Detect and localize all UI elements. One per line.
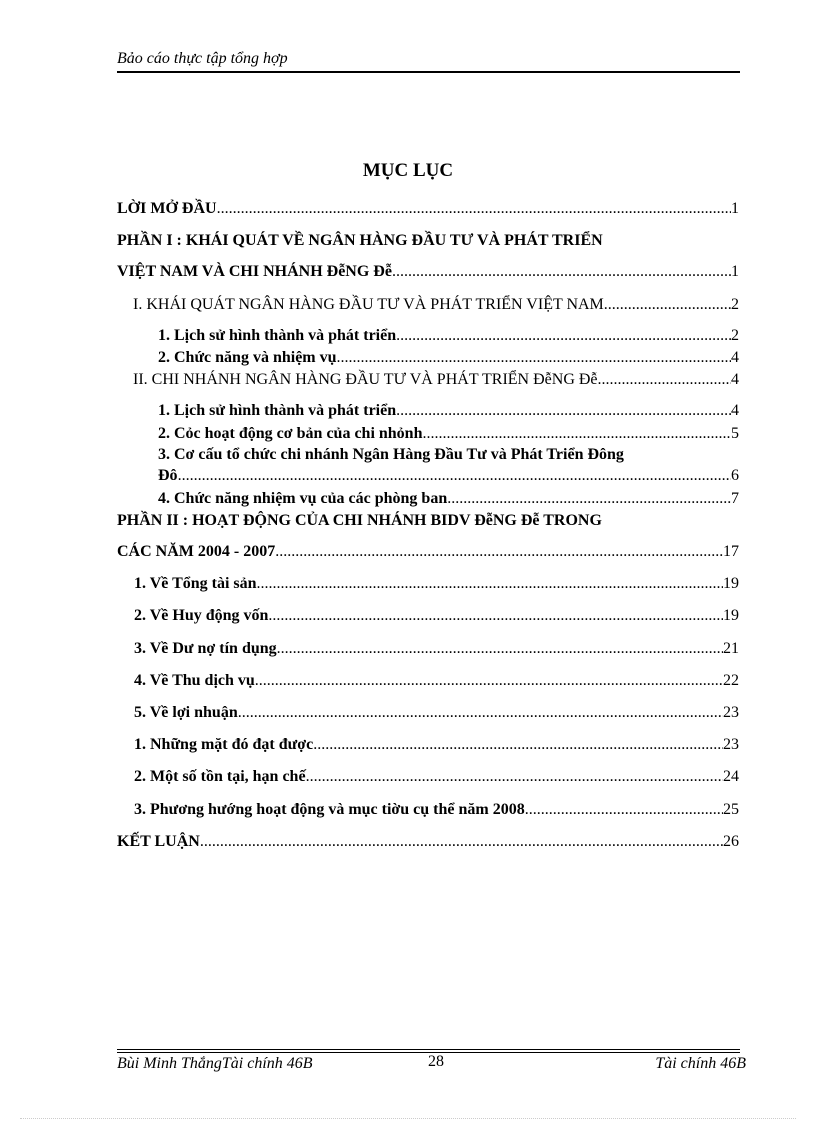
header-rule: [117, 71, 740, 73]
toc-entry[interactable]: [133, 370, 739, 390]
toc-entry-page: 22: [723, 672, 739, 689]
toc-entry-page: 21: [723, 640, 739, 657]
leader-dots: [422, 424, 731, 444]
leader-dots: [306, 767, 723, 787]
toc-entry[interactable]: [134, 606, 739, 626]
toc-entry-label: 3. Về Dư nợ tín dụng: [134, 640, 277, 657]
toc-entry-label: LỜI MỞ ĐẦU: [117, 200, 217, 217]
toc-entry[interactable]: [134, 639, 739, 659]
toc-entry-label: PHẦN I : KHÁI QUÁT VỀ NGÂN HÀNG ĐẦU TƯ VÀ PHÁT TRIỂN: [117, 232, 603, 249]
toc-entry-label: 2. Chức năng và nhiệm vụ: [158, 349, 337, 366]
leader-dots: [255, 671, 723, 691]
toc-entry-page: 19: [723, 575, 739, 592]
leader-dots: [396, 326, 731, 346]
page-edge-divider: [20, 1118, 796, 1119]
toc-entry-label: 1. Về Tổng tài sản: [134, 575, 257, 592]
leader-dots: [257, 574, 723, 594]
toc-entry[interactable]: [158, 489, 739, 509]
toc-entry-label: VIỆT NAM VÀ CHI NHÁNH ĐễNG Đễ: [117, 263, 392, 280]
toc-entry[interactable]: [117, 542, 739, 562]
toc-entry[interactable]: [134, 735, 739, 755]
toc-entry[interactable]: [158, 401, 739, 421]
toc-entry[interactable]: [158, 466, 739, 486]
toc-entry-page: 2: [731, 296, 739, 313]
toc-entry-page: 1: [731, 263, 739, 280]
toc-entry-label: II. CHI NHÁNH NGÂN HÀNG ĐẦU TƯ VÀ PHÁT TRIỂN ĐễNG Đễ: [133, 371, 598, 388]
leader-dots: [275, 542, 723, 562]
toc-entry-label: 1. Lịch sử hình thành và phát triển: [158, 402, 397, 419]
toc-entry-page: 5: [731, 425, 739, 442]
footer-rule: [117, 1049, 740, 1050]
toc-entry[interactable]: [158, 424, 739, 444]
toc-entry-label: 3. Phương hướng hoạt động và mục tiờu cụ thể năm 2008: [134, 801, 525, 818]
toc-entry-label: 2. Cỏc hoạt động cơ bản của chi nhỏnh: [158, 425, 423, 442]
toc-entry-label: 4. Chức năng nhiệm vụ của các phòng ban: [158, 490, 448, 507]
toc-entry[interactable]: [158, 326, 739, 346]
toc-entry-label: 3. Cơ cấu tổ chức chi nhánh Ngân Hàng Đầu Tư và Phát Triển Đông: [158, 446, 624, 463]
toc-entry-label: I. KHÁI QUÁT NGÂN HÀNG ĐẦU TƯ VÀ PHÁT TRIỂN VIỆT NAM: [133, 296, 604, 313]
leader-dots: [392, 262, 731, 282]
toc-entry-label: 1. Những mặt đó đạt được: [134, 736, 314, 753]
page-number: 28: [428, 1053, 444, 1070]
toc-entry[interactable]: [117, 262, 739, 282]
toc-entry-page: 25: [723, 801, 739, 818]
toc-entry-label: 1. Lịch sử hình thành và phát triển: [158, 327, 397, 344]
toc-title: MỤC LỤC: [362, 160, 454, 181]
toc-entry[interactable]: [134, 767, 739, 787]
leader-dots: [313, 735, 723, 755]
toc-entry-label: 5. Về lợi nhuận: [134, 704, 238, 721]
toc-entry-label: CÁC NĂM 2004 - 2007: [117, 543, 276, 560]
toc-entry[interactable]: [134, 703, 739, 723]
toc-entry-page: 2: [731, 327, 739, 344]
toc-entry-page: 23: [723, 704, 739, 721]
toc-entry-label: 2. Về Huy động vốn: [134, 607, 269, 624]
leader-dots: [447, 489, 731, 509]
toc-entry[interactable]: [134, 800, 739, 820]
toc-entry[interactable]: [133, 295, 739, 315]
toc-entry[interactable]: [117, 832, 739, 852]
leader-dots: [178, 466, 731, 486]
leader-dots: [268, 606, 723, 626]
leader-dots: [217, 199, 731, 219]
toc-entry-page: 19: [723, 607, 739, 624]
toc-entry-page: 26: [723, 833, 739, 850]
running-header: Bảo cáo thực tập tổng hợp: [117, 50, 288, 67]
toc-entry[interactable]: [134, 671, 739, 691]
toc-entry-label: 4. Về Thu dịch vụ: [134, 672, 255, 689]
leader-dots: [604, 295, 731, 315]
footer-author: Bùi Minh ThắngTài chính 46B: [117, 1055, 313, 1072]
toc-entry-page: 24: [723, 768, 739, 785]
toc-entry-page: 4: [731, 371, 739, 388]
leader-dots: [598, 370, 731, 390]
toc-entry-label: KẾT LUẬN: [117, 833, 200, 850]
toc-entry-label: 2. Một số tồn tại, hạn chế: [134, 768, 306, 785]
footer-class: Tài chính 46B: [655, 1055, 746, 1072]
toc-entry[interactable]: [134, 574, 739, 594]
leader-dots: [238, 703, 723, 723]
toc-entry-label: PHẦN II : HOẠT ĐỘNG CỦA CHI NHÁNH BIDV ĐễNG Đễ TRONG: [117, 512, 602, 529]
toc-entry[interactable]: [117, 199, 739, 219]
toc-entry-label: Đô: [158, 467, 178, 484]
toc-entry[interactable]: [158, 348, 739, 368]
toc-entry-page: 7: [731, 490, 739, 507]
leader-dots: [337, 348, 731, 368]
toc-entry-page: 17: [723, 543, 739, 560]
leader-dots: [525, 800, 723, 820]
toc-entry-page: 1: [731, 200, 739, 217]
toc-entry-page: 23: [723, 736, 739, 753]
toc-entry-page: 6: [731, 467, 739, 484]
toc-entry-page: 4: [731, 349, 739, 366]
toc-entry-page: 4: [731, 402, 739, 419]
leader-dots: [200, 832, 723, 852]
leader-dots: [277, 639, 723, 659]
leader-dots: [396, 401, 731, 421]
